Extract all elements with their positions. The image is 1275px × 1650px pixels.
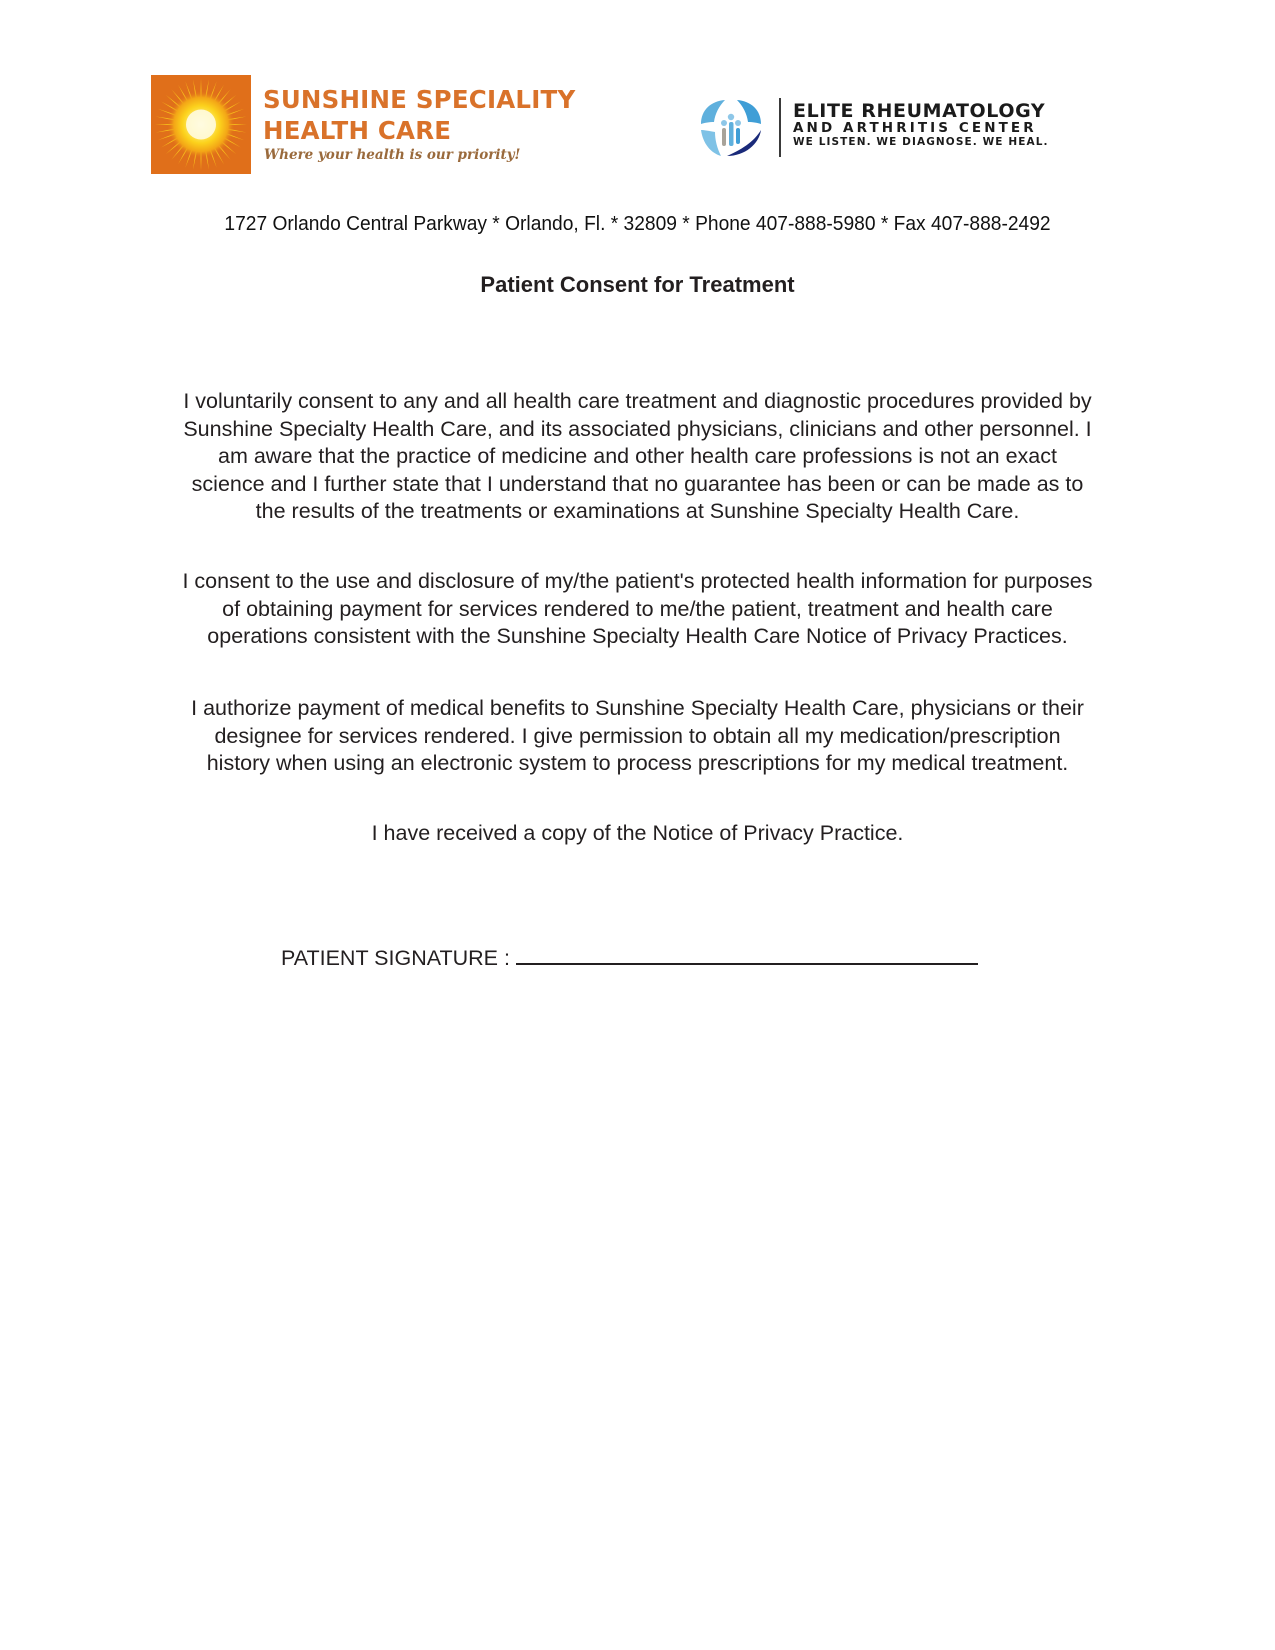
clinic-address: 1727 Orlando Central Parkway * Orlando, Fl. * 32809 * Phone 407-888-5980 * Fax 407-888-2492: [224, 213, 1051, 235]
document-title: Patient Consent for Treatment: [480, 272, 795, 297]
sun-icon: [151, 75, 251, 174]
sunshine-logo-name: SUNSHINE SPECIALITY HEALTH CARE: [263, 85, 576, 145]
sunshine-specialty-logo: [151, 75, 634, 174]
consent-paragraph-treatment: I voluntarily consent to any and all health care treatment and diagnostic procedures provided by Sunshine Specialty Health Care, and its associated physicians, clinicians and other personnel. I am aware that the practice of medicine and other health care professions is not an exact science and I further state that I understand that no guarantee has been or can be made as to the results of the treatments or examinations at Sunshine Specialty Health Care.: [183, 389, 1092, 523]
signature-label: PATIENT SIGNATURE :: [281, 946, 510, 970]
people-circle-icon: [697, 98, 765, 158]
consent-paragraph-privacy-notice: I have received a copy of the Notice of Privacy Practice.: [371, 821, 904, 845]
sunshine-logo-tagline: Where your health is our priority!: [264, 147, 521, 163]
logo-divider: [779, 98, 781, 157]
elite-logo-text: ELITE RHEUMATOLOGY AND ARTHRITIS CENTER WE LISTEN. WE DIAGNOSE. WE HEAL.: [793, 100, 1049, 148]
patient-signature-row: [281, 945, 978, 972]
elite-rheumatology-logo: [695, 96, 1105, 160]
consent-paragraph-payment: I authorize payment of medical benefits to Sunshine Specialty Health Care, physicians or their designee for services rendered. I give permission to obtain all my medication/prescription history when using an electronic system to process prescriptions for my medical treatment.: [191, 696, 1084, 775]
consent-paragraph-disclosure: I consent to the use and disclosure of my/the patient's protected health information for purposes of obtaining payment for services rendered to me/the patient, treatment and health care operations consistent with the Sunshine Specialty Health Care Notice of Privacy Practices.: [182, 569, 1093, 648]
signature-line[interactable]: [516, 962, 978, 965]
